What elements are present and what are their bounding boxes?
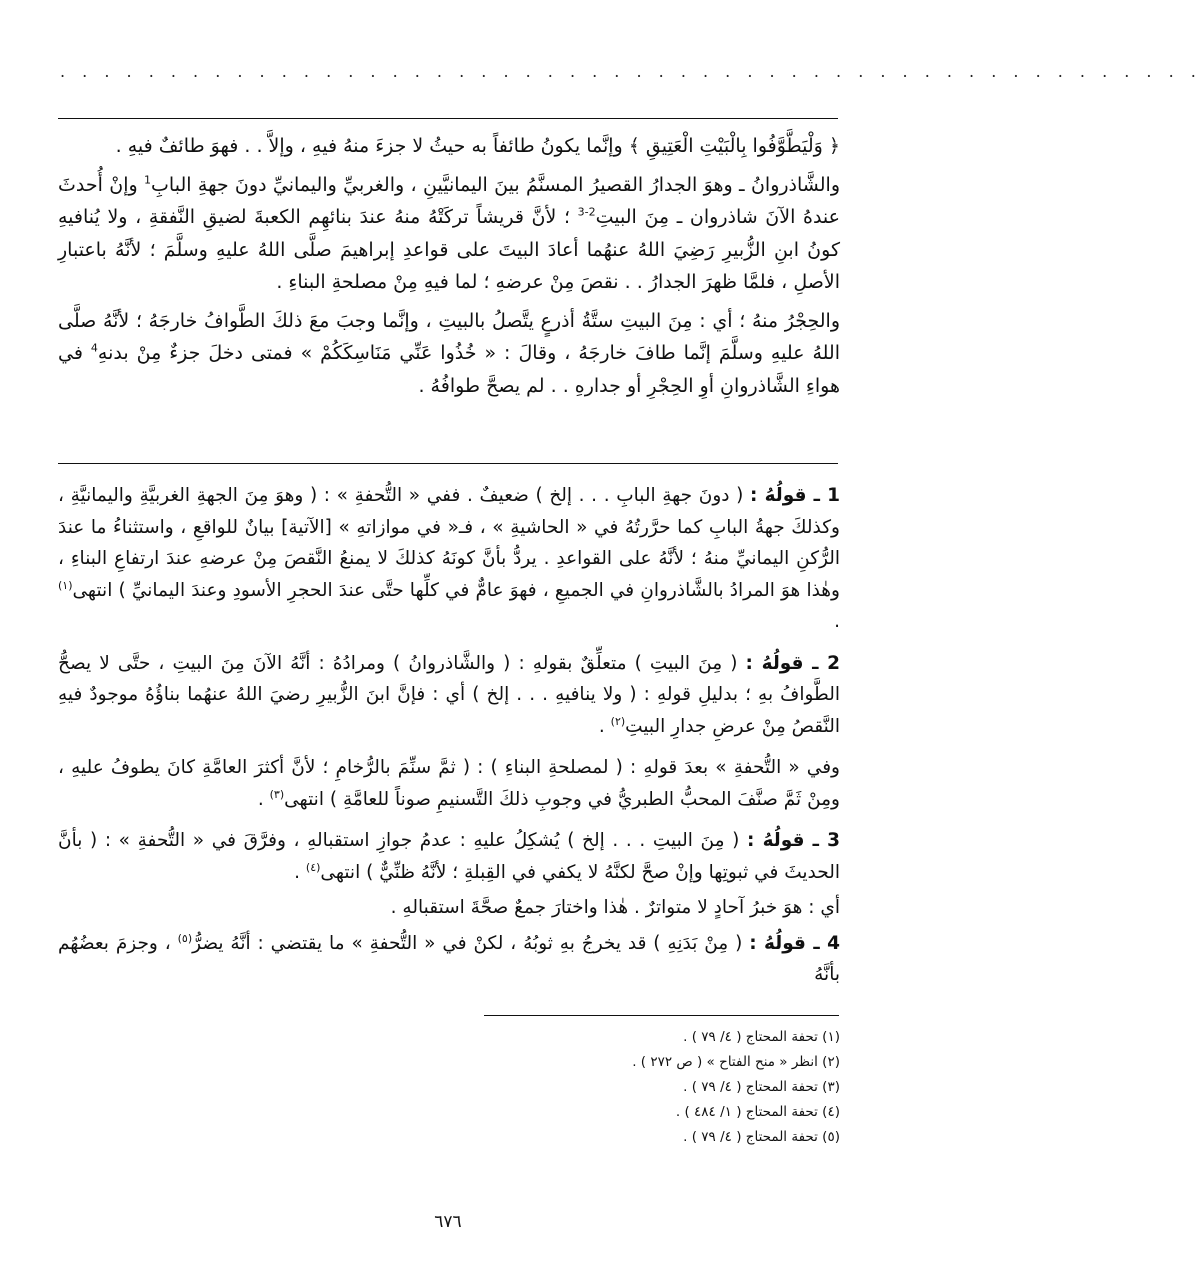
note-label: 4 ـ قولُهُ : [749, 932, 841, 954]
page-number: ٦٧٦ [434, 1212, 462, 1232]
header-rule [58, 118, 838, 119]
commentary-divider [58, 463, 838, 464]
note-paragraph: أي : هوَ خبرُ آحادٍ لا متواترٌ . هٰذا واختارَ جمعٌ صحَّةَ استقبالهِ . [390, 897, 840, 918]
note-paragraph: 2 ـ قولُهُ : ( مِنَ البيتِ ) متعلِّقٌ بقولهِ : ( والشَّاذروانُ ) ومرادُهُ : أنَّهُ الآنَ مِنَ البيتِ ، حتَّى لا يصحُّ الطَّوافُ بهِ ؛ بدليلِ قولهِ : ( ولا ينافيهِ . . . إلخ ) أي : فإنَّ ابنَ الزُّبيرِ رضيَ اللهُ عنهُما بناؤُهُ موجودٌ فيهِ النَّقصُ مِنْ عرضِ جدارِ البيتِ$^{(٢)}$ . [58, 652, 841, 737]
note-paragraph: 3 ـ قولُهُ : ( مِنَ البيتِ . . . إلخ ) يُشكِلُ عليهِ : عدمُ جوازِ استقبالهِ ، وفرَّقَ في « التُّحفةِ » : ( بأنَّ الحديثَ في ثبوتِها وإنْ صحَّ لكنَّهُ لا يكفي في القِبلةِ ؛ لأنَّهُ ظنِّيٌّ ) انتهى$^{(٤)}$ . [58, 830, 840, 883]
note-paragraph: 4 ـ قولُهُ : ( مِنْ بَدَنِهِ ) قد يخرجُ بهِ ثوبُهُ ، لكنْ في « التُّحفةِ » ما يقتضي : أنَّهُ يضرُّ$^{(٥)}$ ، وجزمَ بعضُهُم بأنَّهُ [58, 931, 841, 985]
footnote-item: (٢) انظر « منح الفتاح » ( ص ٢٧٢ ) . [632, 1054, 840, 1070]
footnote-item: (١) تحفة المحتاج ( ٤/ ٧٩ ) . [683, 1029, 840, 1045]
main-paragraph-3: والحِجْرُ منهُ ؛ أي : مِنَ البيتِ ستَّةُ أذرعٍ يتَّصلُ بالبيتِ ، وإنَّما وجبَ معَ ذلكَ الطَّوافُ خارجَهُ ؛ لأنَّهُ صلَّى اللهُ عليهِ وسلَّمَ إنَّما طافَ خارجَهُ ، وقالَ : « خُذُوا عَنِّي مَنَاسِكَكُمْ » فمتى دخلَ جزءٌ مِنْ بدنهِ$^4$ في هواءِ الشَّاذروانِ أوِ الحِجْرِ أو جدارهِ . . لم يصحَّ طوافُهُ . [58, 309, 840, 397]
note-paragraph: وفي « التُّحفةِ » بعدَ قولهِ : ( لمصلحةِ البناءِ ) : ( ثمَّ سنِّمَ بالرُّخامِ ؛ لأنَّ أكثرَ العامَّةِ كانَ يطوفُ عليهِ ، ومِنْ ثَمَّ صنَّفَ المحبُّ الطبريُّ في وجوبِ ذلكَ التَّسنيمِ صوناً للعامَّةِ ) انتهى$^{(٣)}$ . [58, 757, 840, 810]
footnote-rule [484, 1015, 839, 1016]
note-label: 3 ـ قولُهُ : [747, 830, 840, 851]
main-paragraph-2: والشَّاذروانُ ـ وهوَ الجدارُ القصيرُ المسنَّمُ بينَ اليمانيَّينِ ، والغربيِّ واليمانيِّ دونَ جهةِ البابِ$^1$ وإنْ أُحدثَ عندهُ الآنَ شاذروان ـ مِنَ البيتِ$^{2-3}$ ؛ لأنَّ قريشاً تركَتْهُ منهُ عندَ بنائهِم الكعبةَ لضيقِ النَّفقةِ ، ولا يُنافيهِ كونُ ابنِ الزُّبيرِ رَضِيَ اللهُ عنهُما أعادَ البيتَ على قواعدِ إبراهيمَ صلَّى اللهُ عليهِ وسلَّمَ ؛ لأنَّهُ باعتبارِ الأصلِ ، فلمَّا ظهرَ الجدارُ . . نقصَ مِنْ عرضهِ ؛ لما فيهِ مِنْ مصلحةِ البناءِ . [58, 173, 840, 293]
footnote-item: (٤) تحفة المحتاج ( ١/ ٤٨٤ ) . [675, 1104, 840, 1120]
footnote-item: (٥) تحفة المحتاج ( ٤/ ٧٩ ) . [683, 1129, 840, 1145]
note-label: 1 ـ قولُهُ : [749, 485, 841, 506]
main-text [58, 130, 840, 402]
main-paragraph-1: ﴿ وَلْيَطَّوَّفُوا بِالْبَيْتِ الْعَتِيقِ ﴾ وإنَّما يكونُ طائفاً به حيثُ لا جزءَ منهُ فيهِ ، وإلاَّ . . فهوَ طائفٌ فيهِ . [115, 135, 840, 157]
note-ref-2-3: 2-3 [577, 205, 596, 219]
footnote-item: (٣) تحفة المحتاج ( ٤/ ٧٩ ) . [683, 1079, 840, 1095]
note-ref-4: 4 [90, 341, 98, 355]
commentary-notes [58, 480, 840, 1001]
top-dotted-divider: . . . . . . . . . . . . . . . . . . . . . . . . . . . . . . . . . . . . . . . . . . . . . . . . . . . . [60, 62, 1202, 81]
footnotes [440, 1025, 840, 1150]
note-paragraph: 1 ـ قولُهُ : ( دونَ جهةِ البابِ . . . إلخ ) ضعيفٌ . ففي « التُّحفةِ » : ( وهوَ مِنَ الجهةِ الغربيَّةِ واليمانيَّةِ ، وكذلكَ جهةُ البابِ كما حرَّرتُهُ في « الحاشيةِ » ، فـ« في موازاتهِ » [الآتية] بيانٌ للواقعِ ، واستثناءُ ما عندَ الرُّكنِ اليمانيِّ منهُ ؛ لأنَّهُ على القواعدِ . يردُّ بأنَّ كونَهُ كذلكَ لا يمنعُ النَّقصَ مِنْ عرضهِ عندَ ارتفاعِ البناءِ ، وهٰذا هوَ المرادُ بالشَّاذروانِ في الجميعِ ، فهوَ عامٌّ في كلِّها حتَّى عندَ الحجرِ الأسودِ وعندَ اليمانيِّ ) انتهى$^{(١)}$ . [58, 485, 841, 632]
note-ref-1: 1 [144, 173, 152, 187]
note-label: 2 ـ قولُهُ : [745, 652, 841, 674]
